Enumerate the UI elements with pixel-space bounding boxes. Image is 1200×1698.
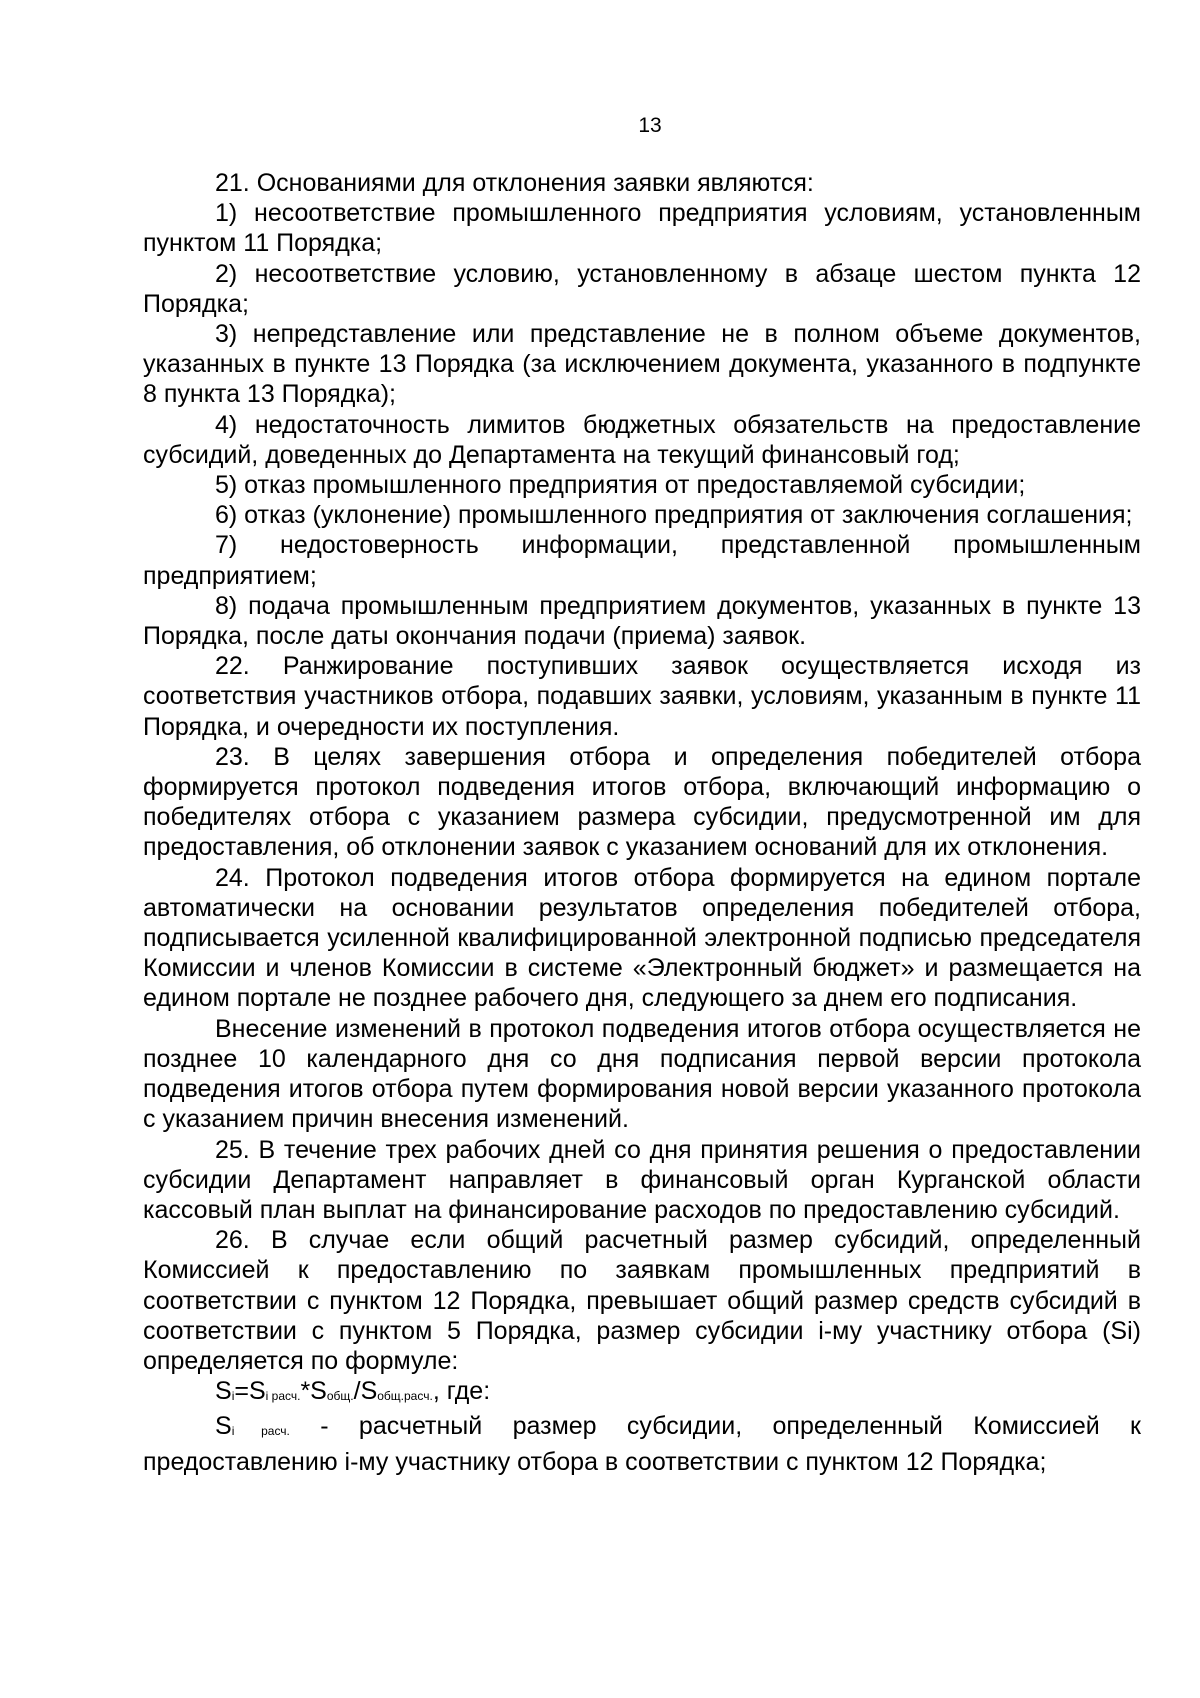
formula-tail: , где: [432,1377,491,1406]
paragraph-21-item-6: 6) отказ (уклонение) промышленного предприятия от заключения соглашения; [215,501,1133,530]
paragraph-21: 21. Основаниями для отклонения заявки являются: [215,169,814,197]
paragraph-26: 26. В случае если общий расчетный размер субсидий, определенный Комиссией к предоставлению по заявкам промышленных предприятий в соответствии с пунктом 12 Порядка, превышает общий размер средств субсидий в соответствии с пунктом 5 Порядка, размер субсидии i-му участнику отбора (Si) определяется по формуле: [143,1226,1141,1375]
paragraph-21-item-3: 3) непредставление или представление не в полном объеме документов, указанных в пункте 13 Порядка (за исключением документа, указанного в подпункте 8 пункта 13 Порядка); [143,320,1141,409]
formula-subscript-i-calc: i расч. [265,1389,301,1404]
formula-multiply-s: *S [300,1377,327,1406]
formula-divide-s: /S [353,1377,378,1406]
definition-text: - расчетный размер субсидии, определенный Комиссией к предоставлению i-му участнику отбора в соответствии с пунктом 12 Порядка; [143,1412,1141,1476]
paragraph-23: 23. В целях завершения отбора и определения победителей отбора формируется протокол подведения итогов отбора, включающий информацию о победителях отбора с указанием размера субсидии, предусмотренной им для предоставления, об отклонении заявок с указанием оснований для их отклонения. [143,742,1141,862]
paragraph-25: 25. В течение трех рабочих дней со дня принятия решения о предоставлении субсидии Департамент направляет в финансовый орган Курганской области кассовый план выплат на финансирование расходов по предоставлению субсидий. [143,1135,1141,1224]
paragraph-21-item-7: 7) недостоверность информации, представленной промышленным предприятием; [143,531,1141,590]
paragraph-21-item-4: 4) недостаточность лимитов бюджетных обязательств на предоставление субсидий, доведенных до Департамента на текущий финансовый год; [143,410,1141,469]
paragraph-21-item-5: 5) отказ промышленного предприятия от предоставляемой субсидии; [215,471,1026,500]
document-body [143,168,1141,1477]
formula-subscript-total-calc: общ.расч. [377,1389,433,1404]
page-number: 13 [638,114,662,137]
formula-subscript-i: i [231,1389,235,1404]
subsidy-formula [143,1376,1141,1411]
paragraph-21-item-8: 8) подача промышленным предприятием документов, указанных в пункте 13 Порядка, после даты окончания подачи (приема) заявок. [143,591,1141,651]
paragraph-21-item-1: 1) несоответствие промышленного предприятия условиям, установленным пунктом 11 Порядка; [143,199,1141,258]
paragraph-24-continued: Внесение изменений в протокол подведения итогов отбора осуществляется не позднее 10 календарного дня со дня подписания первой версии протокола подведения итогов отбора путем формирования новой версии указанного протокола с указанием причин внесения изменений. [143,1014,1141,1134]
definition-symbol: S [215,1412,232,1441]
paragraph-22: 22. Ранжирование поступивших заявок осуществляется исходя из соответствия участников отбора, подавших заявки, условиям, указанным в пункте 11 Порядка, и очередности их поступления. [143,652,1141,741]
paragraph-24: 24. Протокол подведения итогов отбора формируется на едином портале автоматически на основании результатов определения победителей отбора, подписывается усиленной квалифицированной электронной подписью председателя Комиссии и членов Комиссии в системе «Электронный бюджет» и размещается на едином портале не позднее рабочего дня, следующего за днем его подписания. [143,863,1141,1013]
formula-equals-s: =S [234,1377,266,1406]
formula-symbol-s: S [215,1377,232,1406]
paragraph-21-item-2: 2) несоответствие условию, установленному в абзаце шестом пункта 12 Порядка; [143,259,1141,318]
definition-subscript: i расч. [231,1424,290,1439]
formula-definition [143,1411,1141,1476]
formula-subscript-total: общ. [326,1389,354,1404]
